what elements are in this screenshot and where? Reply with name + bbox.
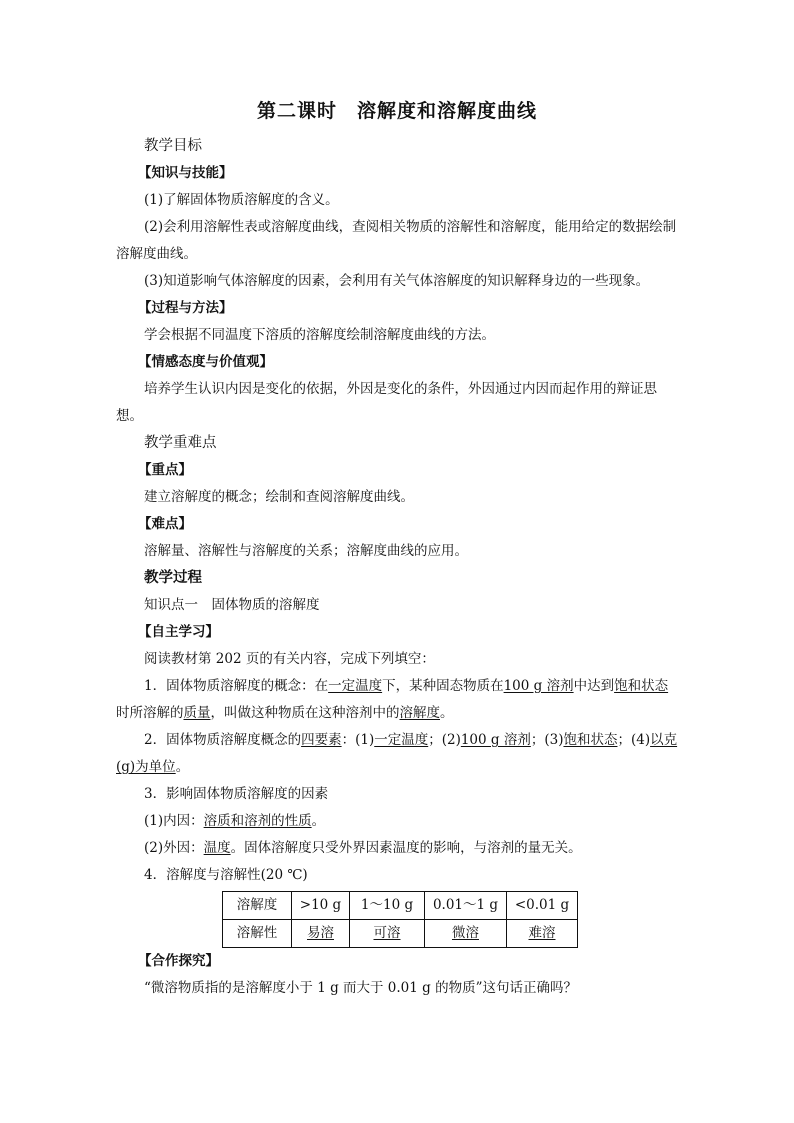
text: 。 (175, 759, 190, 775)
label-difficulty: 【难点】 (138, 516, 192, 532)
table-cell: 0.01～1 g (425, 892, 507, 920)
cooperation-question: “微溶物质指的是溶解度小于 1 g 而大于 0.01 g 的物质”这句话正确吗？ (144, 980, 577, 996)
item-3-internal (116, 808, 681, 835)
knowledge-item-1: (1)了解固体物质溶解度的含义。 (144, 192, 339, 208)
label-emotion: 【情感态度与价值观】 (138, 354, 273, 370)
text: (1)内因： (144, 813, 204, 829)
text: 。 (440, 705, 454, 721)
item-1-definition (116, 673, 681, 727)
answer-blank: 100 g 溶剂 (460, 732, 531, 748)
answer-blank: 一定温度 (328, 678, 383, 694)
knowledge-item-2: (2)会利用溶解性表或溶解度曲线，查阅相关物质的溶解性和溶解度，能用给定的数据绘制溶解度曲线。 (116, 219, 677, 262)
answer-blank: 可溶 (373, 925, 401, 941)
text: 时所溶解的 (116, 705, 184, 721)
solubility-table (222, 891, 578, 948)
answer-blank: 溶质和溶剂的性质 (203, 813, 312, 829)
label-knowledge: 【知识与技能】 (138, 165, 233, 181)
answer-blank: 饱和状态 (563, 732, 618, 748)
text: ；(3) (530, 732, 564, 748)
label-focus: 【重点】 (138, 462, 192, 478)
table-cell (425, 920, 507, 948)
text: ；(2) (428, 732, 461, 748)
text: 中达到 (573, 678, 615, 694)
table-cell: 溶解度 (223, 892, 292, 920)
text: 。 (311, 813, 326, 829)
item-4-solubility: 4．溶解度与溶解性(20 ℃) (144, 867, 308, 883)
table-cell: 1～10 g (350, 892, 425, 920)
solubility-table-wrapper (222, 891, 681, 948)
label-cooperation: 【合作探究】 (138, 953, 219, 969)
answer-blank: 四要素 (301, 732, 342, 748)
table-row (223, 892, 578, 920)
knowledge-point-1: 知识点一 固体物质的溶解度 (144, 597, 320, 613)
label-self-study: 【自主学习】 (138, 624, 219, 640)
text: ，叫做这种物质在这种溶剂中的 (210, 705, 400, 721)
answer-blank: 难溶 (528, 925, 556, 941)
answer-blank: 质量 (183, 705, 211, 721)
answer-blank: 易溶 (307, 925, 334, 941)
text: (2)外因： (144, 840, 204, 856)
knowledge-item-3: (3)知道影响气体溶解度的因素，会利用有关气体溶解度的知识解释身边的一些现象。 (144, 273, 650, 289)
answer-blank: 饱和状态 (614, 678, 669, 694)
process-method-text: 学会根据不同温度下溶质的溶解度绘制溶解度曲线的方法。 (144, 327, 495, 343)
table-row (223, 920, 578, 948)
page-title: 第二课时 溶解度和溶解度曲线 (256, 100, 537, 122)
answer-blank: 以克(g)为单位 (116, 732, 678, 775)
section-heading-key-points: 教学重难点 (144, 435, 217, 451)
table-cell (292, 920, 350, 948)
section-heading-process: 教学过程 (144, 570, 202, 586)
answer-blank: 100 g 溶剂 (503, 678, 574, 694)
table-cell (350, 920, 425, 948)
item-3-factors: 3．影响固体物质溶解度的因素 (144, 786, 329, 802)
text: 。固体溶解度只受外界因素温度的影响，与溶剂的量无关。 (230, 840, 582, 856)
table-cell: >10 g (292, 892, 350, 920)
table-cell: 溶解性 (223, 920, 292, 948)
text: 下，某种固态物质在 (382, 678, 504, 694)
text: 1．固体物质溶解度的概念：在 (144, 678, 329, 694)
table-cell (507, 920, 578, 948)
answer-blank: 微溶 (452, 925, 479, 941)
answer-blank: 溶解度 (399, 705, 440, 721)
table-cell: <0.01 g (507, 892, 578, 920)
label-process-method: 【过程与方法】 (138, 300, 233, 316)
section-heading-goals: 教学目标 (144, 138, 202, 154)
answer-blank: 一定温度 (374, 732, 429, 748)
emotion-text: 培养学生认识内因是变化的依据，外因是变化的条件，外因通过内因而起作用的辩证思想。 (116, 381, 657, 424)
item-3-external (116, 835, 681, 862)
item-2-four-elements (116, 727, 681, 781)
focus-text: 建立溶解度的概念；绘制和查阅溶解度曲线。 (144, 489, 414, 505)
text: ；(4) (617, 732, 651, 748)
difficulty-text: 溶解量、溶解性与溶解度的关系；溶解度曲线的应用。 (144, 543, 468, 559)
answer-blank: 温度 (203, 840, 231, 856)
text: ：(1) (341, 732, 375, 748)
document-body (116, 133, 681, 1002)
reading-intro: 阅读教材第 202 页的有关内容，完成下列填空： (144, 651, 435, 667)
text: 2．固体物质溶解度概念的 (144, 732, 302, 748)
